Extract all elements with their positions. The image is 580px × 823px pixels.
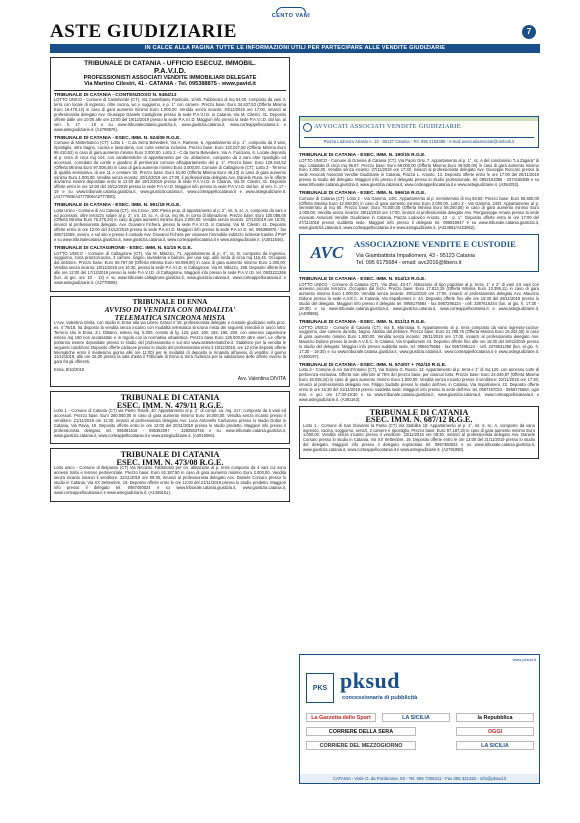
avc-logo: AVC xyxy=(310,242,344,262)
pavid-ad xyxy=(54,93,286,133)
ad-subtitle: ESEC. IMM. N. 473/08 R.G.E. xyxy=(116,457,224,467)
ad-heading: TRIBUNALE DI CATANIA - ESEC. IMM. N. 914/13 R.G.E. xyxy=(299,276,426,282)
pavid-ad xyxy=(54,136,286,200)
ad-heading: TRIBUNALE DI CATANIA - ESEC. IMM. N. 811/13 R.G.E. xyxy=(299,319,426,325)
pavid-name: P.A.V.I.D. xyxy=(153,66,187,76)
enna-title: TRIBUNALE DI ENNA xyxy=(132,297,208,306)
auction-ad xyxy=(50,391,290,444)
auction-ad xyxy=(50,448,290,501)
avc-address xyxy=(356,253,475,267)
pksud-website: www.pksud.it xyxy=(512,657,536,662)
ad-subtitle: ESEC. IMM. N. 687/12 R.G.E. xyxy=(365,415,473,425)
avc-ad xyxy=(299,320,539,360)
newspaper-logo: OGGI xyxy=(456,727,534,736)
ad-heading: TRIBUNALE DI CATANIA - CONTENZIOSO N. 9484/13 xyxy=(54,92,177,98)
ad-heading: TRIBUNALE DI CATANIA - ESEC. IMM. N. 574/07 + 762/10 R.G.E. xyxy=(299,362,447,368)
seal-icon xyxy=(303,123,312,132)
avc-address-line: Via Giambattista Impallomeni, 43 - 95123 Catania xyxy=(356,252,475,259)
pksud-brand: pksud xyxy=(340,668,401,693)
ad-heading: TRIBUNALE DI CALTAGIRONE - ESEC. IMM. N. 61/15 R.G.E. xyxy=(54,245,193,251)
page-number: 7 xyxy=(522,25,536,39)
cento-vani-logo xyxy=(258,7,324,23)
ad-body: Lotto unico - Comune di Belpasso (CT) Via Nicolosi. Fabbricato per civ. abitazione al p. terra composto da 4 vani cui sono annessi trafoi e terreno pertinenziale. Prezzo base: Euro 62.187,50 in caso di gara aumento minimo Euro 2.000,00. Vendita senza incanto innanzi il venditore: 22/11/2019 ore 09:30, innanzi al professionista delegato Avv. Daniele Corsaro presso lo studio in Catania, Via XX Settembre, 19. Deposito offerte entro le ore 12:00 del 21/11/2019 presso lo studio predetto. Maggiori info presso il delegato tel. 0957450024 e su www.tribunale.catania.giustizia.it, www.giustizia.catania.it, www.corteappellocatania.it e www.astegiudiziarie.it. (A1459161). xyxy=(54,465,286,495)
avc-contact-line: Tel. 095 6175684 - email: avc2016@libero.it xyxy=(356,259,462,266)
left-column xyxy=(50,57,290,506)
pavid-ad xyxy=(54,246,286,286)
pavid-address: Via Martino Cilestri, 41 - CATANIA - Tel. 095388875 - www.pavid.it xyxy=(84,81,256,88)
ad-body: Lotto Unico - Comune di Aci Catena (CT), Via Croce, 100. Piena prop. di appartamento al p. 2°, int. 6, sc. A, composto da vani 4 ed accessori, oltre terrazzo solare al p. 3°, int. 10, sc. A, di ca. mq 96, in corso di liberazione. Prezzo base: Euro 100.086,00 (Offerta Minima Euro 75.275,20) in caso di gara aumento minimo Euro 2.000,00. Vendita senza incanto: 27/12/2019 ore 10:30, innanzi al professionista delegato, Avv. Giovanni Fichera, presso la sede P.A.V.I.D. in Catania, Via M. Cilestri, 41. Deposito offerte entro le ore 12:00 del 24/12/2019 presso la sede P.A.V.I.D. Maggiori info presso la sede P.A.V.I.D. tel. 095388875 - fax 095714059, ovvero, e sul sito e presso il custode Avv. Giovanni Fichera per visionare l'immobile indirizzo richieste tramite il PVP e su www.tribunalecatania.giustizia.it, www.giustizia.catania.it, www.corteappellocatania.it e www.astegiudiziarie.it. (A2811646). xyxy=(54,207,286,243)
ad-body: LOTTO UNICO - Comune di Catania (CT), Via E. Marcitaja, 5. Appartamento al p. terra composto da vano ingresso-cucina-soggiorno, due camere da letto, bagno. Abitato dal debitore. Prezzo base: Euro 21.788,75 (Offerta Minima Euro 16.342,00) in caso di gara aumento minimo Euro 1.000,00. Vendita senza incanto: 28/11/2019 ore 17:00, innanzi al professionista delegato Avv. Maurizio Didone presso la sede A.V.E.C. in Catania, Via Impallomeni 43. Deposito offerte fino alle ore 16:30 del 28/11/2019 presso lo studio del delegato. Maggiori info presso suddetta sede, tel. 0956175684 - fax 0957296124 - cell. 3479631356 (lun. al gio. h. 17:30 - 19:30) e su www.tribunale.catania.giustizia.it, www.giustizia.catania.it, www.corteappellocatania.it e www.astegiudiziarie.it. (A390197). xyxy=(299,324,539,359)
avc-ad xyxy=(299,363,539,403)
ad-subtitle: ESEC. IMM. N. 479/11 R.G.E. xyxy=(116,400,224,410)
pavid-title: TRIBUNALE DI CATANIA - UFFICIO ESECUZ. IMMOBIL. xyxy=(84,60,256,67)
auction-ad xyxy=(299,406,539,459)
ad-heading: TRIBUNALE DI CATANIA - ESEC. IMM. N. 190/15 R.G.E. xyxy=(299,153,426,158)
ad-body: LOTTO UNICO - Comune di Catania (CT), Via Zlavi, 43-47. Abitazione di tipo popolare al p. terra, 1° e 2° di vani 4,5 vani con annesso piccolo terrazzo. Occupato dal terzo. Prezzo base: Euro 17.812,15 (Offerta Minima Euro 13.359,11) in caso di gara aumento minimo Euro 1.000,00. Vendita senza incanto: 29/11/2019 ore 17:00, innanzi al professionista delegato Avv. Maurizio Didone presso la sede A.V.E.C. in Catania, Via Impallomeni n. 43. Deposito offerte fino alle ore 16:30 del 28/11/2019 presso lo studio del delegato. Maggiori info presso il delegato tel. 0956175684 - fax 0957296124 - cell. 3387616344 (lun. al gio. h. 17:30 - 19:30) e su www.tribunale.catania.giustizia.it, www.giustizia.catania.it, www.corteappellocatania.it e www.astegiudiziarie.it. (A409868). xyxy=(299,281,539,316)
avvocati-ad xyxy=(299,153,539,188)
ad-body: Lotto 1 - Comune di San Giovanni la Punta (CT) Via Stabilita 18: Appartamento al p. 1°, int. 6, sc. A, composto da vano ingresso, cucina, soggiorno, servizi, 2 camere e ripostiglio. Prezzo base: Euro 87.187,20 in caso di gara aumento minimo Euro 1.000,00. Vendita senza incanto presso il venditore: 22/11/2019 ore 08:30, innanzi al professionista delegato Avv. Daniele Corsaro presso lo studio in Catania, Via XX Settembre, 19. Deposito offerte entro le ore 12:00 del 21/11/2019 presso lo studio del delegato. Maggiori info presso il delegato sopracitato tel. 0957450024 e su www.tribunale.catania.giustizia.it, www.giustizia.catania.it, www.corteappellocatania.it e www.astegiudiziarie.it. (A2791950). xyxy=(303,422,535,453)
ad-title: TRIBUNALE DI CATANIA xyxy=(120,450,220,460)
pavid-ad xyxy=(54,203,286,243)
avvocati-address: Piazza Lodovico Ariosto n. 13 - 95127 Catania - Tel. 095 2163386 - e-mail avvocatiassociati@outlook.it xyxy=(304,137,534,144)
ad-body: LOTTO UNICO - Comune di Castelverde (CT), Via Castelbiano Pasticola, 1/A/B. Fabbricato di mq 64,00, composto da vani 3, terra con locale di ingresso, oltre cucina, wc e soggiorno, e p. 1° con camere. Prezzo base: Euro 34.637,53 (Offerta Minima Euro 19.478,12) in caso di gara aumento minimo Euro 1.000,00. Vendita senza incanto: 20/12/2019 ore 17:00, innanzi al professionista delegato Avv. Giuseppe Daniele Castiglione presso la sede P.A.V.I.D. in Catania, Via M. Cilestri, 41. Deposito offerte dalle ore 10:00 alle ore 13:00 del 19/12/2019 presso la sede P.A.V.I.D. Maggiori info presso la sede P.A.V.I.D. dal lun. al ven. h. 17 - 19 e su www.tribunalecatania.giustizia.it, www.giustizia.catania.it, www.corteappellocatania.it e www.astegiudiziarie.it. (A2799876). xyxy=(54,97,286,132)
pks-logo: PKS xyxy=(306,673,334,703)
right-column xyxy=(299,116,539,463)
avc-ad xyxy=(299,277,539,317)
enna-signoff: Enna, 8/10/2019 xyxy=(54,367,85,373)
logo-label: CENTO VANI xyxy=(271,13,311,19)
ad-body: LOTTO UNICO - Comune di Gravina di Catania (CT), Via Paolo Orsi, 7. Appartamento al p. 1°, sc. A del condominio "La Zagara" di sup. catastale di circa mq 96,87. Prezzo base: Euro 66.000,00 (Offerta Minima Euro 49.500,00) in caso di gara aumento minimo Euro 2.000,00. Vendita senza incanto: 27/11/2019 ore 17:30, innanzi al professionista delegato Avv. Giuseppe Roccaro presso la sede Avvocati Associati Vendite Giudiziarie in Catania, Piazza L. Ariosto, 13. Deposito offerte entro le ore 17:00 del 25/11/2019 presso lo studio del delegato. Maggiori info presso il delegato presso lo studio professionale, tel. 0952163386 - 3374155835 e su www.tribunale.catania.giustizia.it, www.giustizia.catania.it, www.corteappellocatania.it e www.astegiudiziarie.it. (A394253). xyxy=(299,157,539,188)
ad-body: Comune di Catania (CT): Lotto 2 - Via Gamma, 24/C. Appartamento al p. seminterrato di mq 56,60. Prezzo base: Euro 56.600,00 (Offerta Minima Euro 42.450,00) in caso di gara aumento minimo Euro 2.000,00. Lotto 3 - Via Gamma, 24/D. Appartamento al p. seminterrato di mq 60. Prezzo base: Euro 75.000,00 (Offerta Minima Euro 56.250,00) in caso di gara aumento minimo Euro 2.000,00. Vendita senza incanto: 28/11/2019 ore 17:00, innanzi al professionista delegato Avv. Piergiuseppe Amara presso la sede Avvocati Associati Vendite Giudiziarie in Catania, Piazza Lodovico Ariosto, 13 - p. 1°. Deposito offerte entro le ore 17:00 del 27/11/2019 presso suddetta sede. Maggiori info presso il delegato tel. 095818647 e su www.tribunale.catania.giustizia.it, www.giustizia.catania.it, www.corteappellocatania.it e www.astegiudiziarie.it. (A423861/A423862). xyxy=(299,195,539,231)
ad-heading: TRIBUNALE DI CATANIA - ESEC. IMM. N. 524/09 R.G.E. xyxy=(54,135,181,141)
ad-title: TRIBUNALE DI CATANIA xyxy=(369,407,469,417)
ad-heading: TRIBUNALE DI CATANIA - ESEC. IMM. N. 596/16 R.G.E. xyxy=(299,191,426,197)
enna-body: L'Avv. Valentina Divita, con studio in Enna alla via Libero Grassi n°18, professionista delegato e custode giudiziario nella proc. es. n°76/18, ha disposto la vendita senza incanto con modalità telematica sincrona mista dei seguenti immobili in unico lotto: Terreno sito in Enna, Z.I. Dittaino, esteso mq. 5.000, censito al fg. 120, part. 190, 192, 196, 200, con annesso capannone esteso mq 150 non accatastato e in regola con la normativa urbanistica. Prezzo base Euro 126.000,00 oltre oneri. Le offerte potranno essere depositate presso lo studio del professionista e sul sito www.astetelematiche.it. Stabilisce per la vendita le seguenti condizioni: Deposito offerte cartacee presso lo studio del professionista entro il 10/12/2019, ore 12 (che depositi offerte telematiche entro il medesimo giorno alle ore 11:00) per le modalità di deposito si rimanda all'avviso di vendita; il giorno 11/12/2019, alle ore 16,00 presso la sala d'asta il Tribunale di Enna si terrà l'udienza per la valutazione delle offerte ovvero la gara fra gli offerenti. xyxy=(54,320,286,365)
pksud-advert xyxy=(299,654,540,784)
enna-heading-1: AVVISO DI VENDITA CON MODALITA' xyxy=(104,305,236,315)
pavid-box xyxy=(50,57,290,292)
ad-body: Lotto 3 - Comune di Aci Sant'Antonio (CT), Via Solario G. Russo, 13. Appartamento al p. terra e 1° di mq 120, con annesso corte di pertinenza esclusiva. Offerta non inferiore al 75% del prezzo base, per ciascun lotto. Prezzo base: Euro 24.046,87 (Offerta Minima Euro 18.035,16) in caso di gara aumento minimo Euro 1.000,00. Vendita senza incanto presso il venditore: 22/11/2019 ore 17:30, innanzi al professionista delegato Avv. Filippo Sudatto presso lo studio dell'Avv. in Catania, Via Impallomeni, 43. Deposito offerte entro le ore 16:30 del 21/11/2019 presso suddetta sede. Maggiori info presso la sede dell'Avv. tel. 0957167024 - 0958175684, ogni mar. e gio. ore 17:30-19:30 e su www.tribunale.catania.giustizia.it, www.giustizia.catania.it, www.corteappellocatania.it e www.astegiudiziarie.it. (A391163). xyxy=(299,367,539,402)
pksud-footer: CATANIA - Viale O. da Pordenone, 50 - Tel. 095 7306311 - Fax 095 321352 - info@pksud.it xyxy=(300,774,539,783)
masthead xyxy=(50,23,540,41)
ad-heading: TRIBUNALE DI CATANIA - ESEC. IMM. N. 951/18 R.G.E. xyxy=(54,203,181,209)
page-title: ASTE GIUDIZIARIE xyxy=(50,21,237,42)
avvocati-name: AVVOCATI ASSOCIATI VENDITE GIUDIZIARIE xyxy=(314,123,461,130)
divider xyxy=(54,90,286,91)
enna-signature: Avv. Valentina DIVITA xyxy=(237,376,286,383)
newspaper-logos xyxy=(306,713,533,765)
ad-body: Lotto 1 - Comune di Catania (CT) via Pietro Toselli, 40: Appartamento al p. 2° di compl. ca. mq. 217, composto da 5 vani ed accessori. Prezzo base: Euro 280.000,00 in caso di gara aumento minimo Euro 16.000,00. Vendita senza incanto presso il venditore: 21/11/2019 ore 11:30, innanzi al professionista delegato Avv. Luca Antonello Carbonaro presso lo studio Dollar in Catania, Via Pavia, 15. Deposito offerte entro le ore 12:00 del 20/11/2019 presso lo studio predetto. Maggiori info presso il professionista delegato, tel. 095381616 - 095382297 - 3292563746 e su www.tribunale.catania.giustizia.it, www.giustizia.catania.it, www.corteappellocatania.it e www.astegiudiziarie.it. (A2810094). xyxy=(54,408,286,438)
ad-body: LOTTO UNICO - Comune di Caltagirone (CT), Via M. Milazzo, 71. Appartamento al p. 4°, sc. B, composto da ingresso, soggiorno, zona pranzo/cucina, 2 camere, bagno, lavanderia e balconi, per una sup. utile lorda di circa mq 116,45. Occupato dal debitore. Prezzo base: Euro 66.797,00 (Offerta Minima Euro 50.098,00) in caso di gara aumento minimo Euro 1.300,00. Vendita senza incanto: 18/12/2019 ore 16:30, presso la sede P.A.V.I.D. in Caltagirone, Via M. Milazzo, 199. Deposito offerte fino alle ore 12:00 del 17/12/2019 presso la sede P.A.V.I.D. di Caltagirone. Maggiori info presso la sede P.A.V.I.D. tel. 0933221266 (lun. al gio. ore 10 - 12) e su www.tribunale.caltagirone.giustizia.it, www.giustizia.catania.it, www.corteappellocatania.it e www.astegiudiziarie.it. (A2778609). xyxy=(54,250,286,285)
info-banner: IN CALCE ALLA PAGINA TUTTE LE INFORMAZIONI UTILI PER PARTECIPARE ALLE VENDITE GIUDIZIARIE xyxy=(50,44,540,53)
newspaper-logo: La Gazzetta dello Sport xyxy=(306,713,376,722)
newspaper-logo: LA SICILIA xyxy=(456,741,534,750)
avc-title: ASSOCIAZIONE VENDITE E CUSTODIE xyxy=(354,238,516,249)
pavid-subtitle: PROFESSIONISTI ASSOCIATI VENDITE IMMOBILIARI DELEGATE xyxy=(83,74,257,81)
newspaper-logo: la Repubblica xyxy=(456,713,534,722)
ad-title: TRIBUNALE DI CATANIA xyxy=(120,393,220,403)
pksud-tagline: concessionaria di pubblicità xyxy=(342,695,418,701)
enna-heading-2: TELEMATICA SINCRONA MISTA xyxy=(114,312,226,322)
decorative-strip xyxy=(300,117,538,121)
newspaper-logo: CORRIERE DEL MEZZOGIORNO xyxy=(306,741,416,750)
newspaper-logo: CORRIERE DELLA SERA xyxy=(306,727,416,736)
avvocati-logo-box xyxy=(299,116,539,148)
enna-box xyxy=(50,296,290,387)
ad-body: Comune di Misterbianco (CT): Lotto 1 - C.da Serra Belvedere, Via A. Ramese, 6. Appartamento al p. 1°, composto da 3 vani, ripostiglio, oltre bagno, cucina e lavanderia, con corte esterna inclusiva. Prezzo base: Euro 132.047,50 (Offerta Minima Euro 99.410,62) in caso di gara aumento minimo Euro 3.000,00. Lotto 2 - C.da Serra Belvedere, Via A. Fiorciano, 6. Locale deposito al p. terra di circa mq 104, con caratteristiche di appartamento per civ. abitazione, composto da 2 vani oltre ripostiglio ed accessori, corredato da cortile e giardino di pertinenza comune all'appartamento del p. 1°. Prezzo base: Euro 129.344,62 (Offerta Minima Euro 97.008,46) in caso di gara aumento minimo Euro 3.000,00. Comune di Caltagirone (CT): Lotto 3 - Terreno di qualità seminativo, di are 11 e centiare 30. Prezzo base: Euro 61,90 (Offerta Minima Euro 46,13) in caso di gara aumento minimo Euro 1.000,00. Vendita senza incanto: 20/12/2019 ore 17:00, il professionista delegato Avv. Daniele Runa. Ivi le offerte dovranno essere depositate entro le 12:00 del 19/12/2019 presso la sede P.A.V.I.D. in Catania, Via M. Cilestri, 41. Deposito offerte entro le ore 12:00 del 19/12/2019 presso la sede P.A.V.I.D. Maggiori info presso la sede P.A.V.I.D. dal lun. al ven. h. 17 - 19 e su www.tribunale.catania.giustizia.it, www.giustizia.catania.it, www.corteappellocatania.it e www.astegiudiziarie.it. (A2777806/A2777806/A2777800). xyxy=(54,140,286,200)
avc-logo-box xyxy=(299,234,539,272)
avvocati-ad xyxy=(299,191,539,231)
newspaper-logo: LA SICILIA xyxy=(382,713,450,722)
